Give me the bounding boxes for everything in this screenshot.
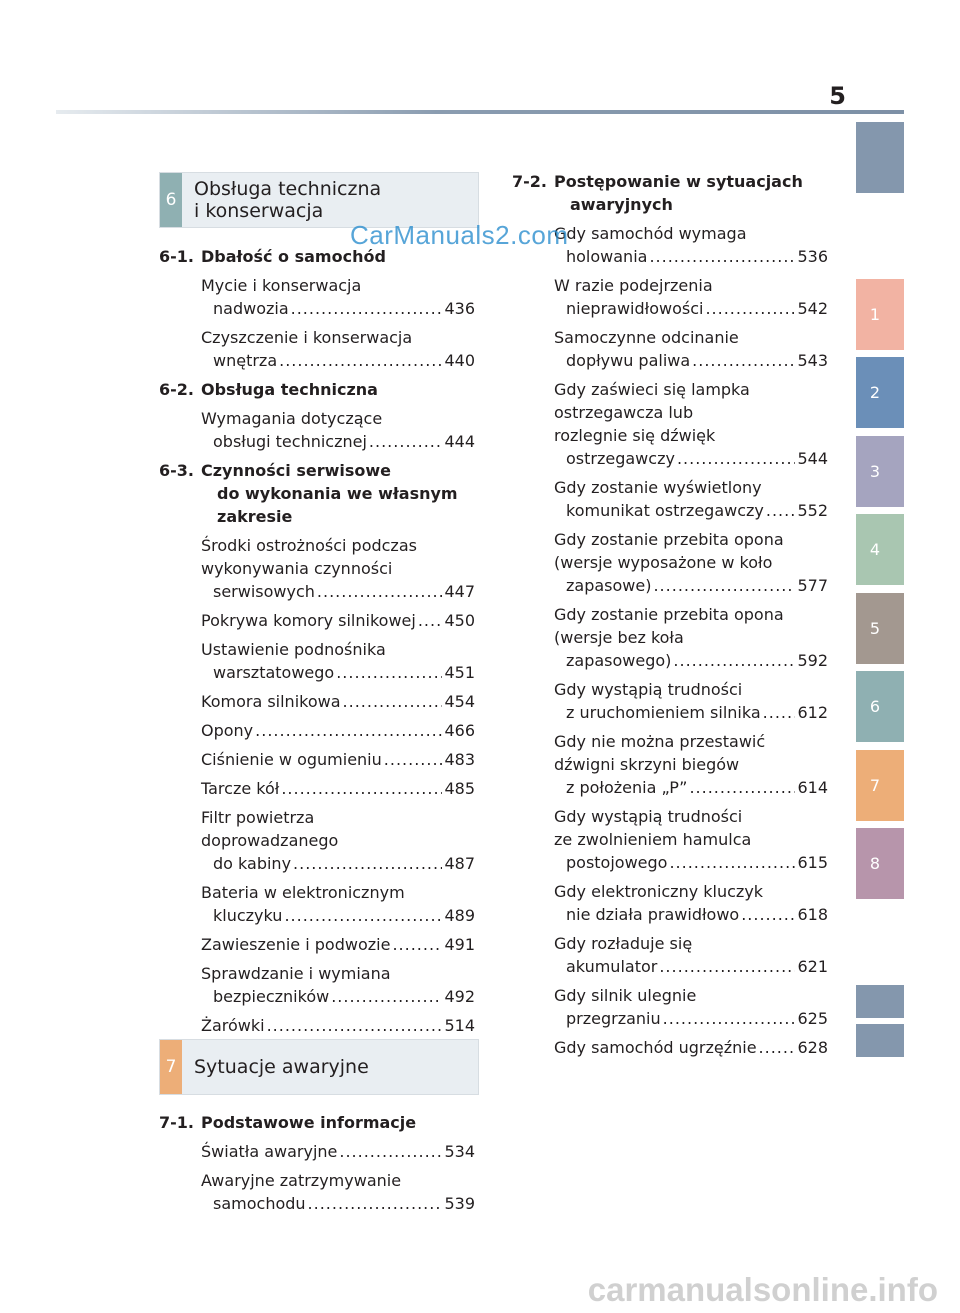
dot-leader	[649, 245, 795, 268]
chapter-tab-label: 4	[869, 540, 881, 559]
dot-leader	[384, 748, 443, 771]
chapter-tab-6[interactable]	[856, 671, 904, 742]
toc-entry[interactable]	[554, 730, 828, 799]
toc-entry-text: postojowego	[566, 853, 668, 872]
dot-leader	[291, 297, 443, 320]
toc-entry-text: dopływu paliwa	[566, 351, 691, 370]
dot-leader	[293, 852, 442, 875]
chapter-tab-blank[interactable]	[856, 122, 904, 193]
toc-entry[interactable]	[554, 274, 828, 320]
toc-entry[interactable]	[201, 638, 475, 684]
subsection-number: 7-2.	[512, 172, 547, 191]
dot-leader	[763, 701, 796, 724]
toc-entry-text: Komora silnikowa	[201, 692, 341, 711]
toc-entry-text: z uruchomieniem silnika	[566, 703, 761, 722]
toc-entry-text: kluczyku	[213, 906, 283, 925]
watermark-bottom: carmanualsonline.info	[587, 1271, 938, 1308]
toc-entry[interactable]	[201, 881, 475, 927]
toc-page-number: 592	[797, 651, 828, 670]
toc-entry-text: zapasowego)	[566, 651, 672, 670]
chapter-tab-3[interactable]	[856, 436, 904, 507]
toc-entry[interactable]	[554, 528, 828, 597]
toc-entry[interactable]	[554, 476, 828, 522]
toc-entry[interactable]	[201, 1014, 475, 1037]
toc-entry-text: holowania	[566, 247, 648, 266]
toc-entry-text: Czyszczenie i konserwacja	[201, 328, 413, 347]
toc-page-number: 612	[797, 703, 828, 722]
toc-page-number: 628	[797, 1038, 828, 1057]
chapter-tab-label: 8	[869, 854, 881, 873]
page-number: 5	[829, 82, 846, 110]
toc-page-number: 491	[444, 935, 475, 954]
toc-entry[interactable]	[554, 880, 828, 926]
toc-entry-text: zapasowe)	[566, 576, 652, 595]
toc-page-number: 485	[444, 779, 475, 798]
dot-leader	[331, 985, 442, 1008]
toc-entry[interactable]	[554, 222, 828, 268]
section-title: Sytuacje awaryjne	[194, 1056, 369, 1078]
toc-entry[interactable]	[201, 806, 475, 875]
dot-leader	[279, 349, 442, 372]
dot-leader	[281, 777, 442, 800]
chapter-tab-8[interactable]	[856, 828, 904, 899]
dot-leader	[705, 297, 795, 320]
toc-page-number: 447	[444, 582, 475, 601]
chapter-tab-blank[interactable]	[856, 985, 904, 1018]
toc-entry-text: ostrzegawcza lub	[554, 403, 694, 422]
toc-entry[interactable]	[554, 805, 828, 874]
toc-entry-text: bezpieczników	[213, 987, 330, 1006]
toc-entry[interactable]	[554, 678, 828, 724]
toc-entry-text: Bateria w elektronicznym	[201, 883, 405, 902]
subsection-number: 6-2.	[159, 380, 194, 399]
toc-entry-text: Środki ostrożności podczas	[201, 536, 417, 555]
toc-entry[interactable]	[201, 534, 475, 603]
toc-column-left-bottom	[159, 1111, 475, 1221]
toc-entry-text: Samoczynne odcinanie	[554, 328, 739, 347]
section-number: 6	[160, 173, 182, 227]
dot-leader	[392, 933, 442, 956]
toc-entry-text: ze zwolnieniem hamulca	[554, 830, 752, 849]
toc-subsection[interactable]	[159, 1111, 475, 1134]
dot-leader	[267, 1014, 443, 1037]
toc-entry-text: Gdy zostanie przebita opona	[554, 530, 784, 549]
toc-entry[interactable]	[554, 1036, 828, 1059]
dot-leader	[317, 580, 443, 603]
toc-entry-text: Gdy silnik ulegnie	[554, 986, 697, 1005]
toc-page-number: 544	[797, 449, 828, 468]
toc-entry-text: obsługi technicznej	[213, 432, 367, 451]
dot-leader	[659, 955, 795, 978]
toc-page-number: 577	[797, 576, 828, 595]
toc-page-number: 483	[444, 750, 475, 769]
toc-entry-text: Filtr powietrza	[201, 808, 315, 827]
chapter-tab-label: 5	[869, 619, 881, 638]
toc-entry-text: Tarcze kół	[201, 779, 280, 798]
toc-page-number: 440	[444, 351, 475, 370]
dot-leader	[255, 719, 442, 742]
toc-entry-text: Mycie i konserwacja	[201, 276, 362, 295]
toc-entry[interactable]	[201, 748, 475, 771]
toc-entry-text: Gdy zaświeci się lampka	[554, 380, 750, 399]
toc-entry-text: Gdy elektroniczny kluczyk	[554, 882, 764, 901]
chapter-tab-label: 6	[869, 697, 881, 716]
dot-leader	[339, 1140, 442, 1163]
toc-column-left	[159, 245, 475, 1043]
dot-leader	[418, 609, 443, 632]
toc-page-number: 543	[797, 351, 828, 370]
toc-entry-text: Gdy samochód wymaga	[554, 224, 747, 243]
toc-entry-text: Gdy zostanie wyświetlony	[554, 478, 762, 497]
toc-page-number: 542	[797, 299, 828, 318]
toc-entry-text: Pokrywa komory silnikowej	[201, 611, 416, 630]
toc-page-number: 618	[797, 905, 828, 924]
toc-entry[interactable]	[201, 609, 475, 632]
toc-entry-text: Sprawdzanie i wymiana	[201, 964, 391, 983]
toc-page-number: 466	[444, 721, 475, 740]
toc-page-number: 536	[797, 247, 828, 266]
dot-leader	[759, 1036, 796, 1059]
toc-subsection[interactable]	[512, 170, 828, 216]
toc-page-number: 614	[797, 778, 828, 797]
toc-entry-text: Gdy samochód ugrzęźnie	[554, 1038, 757, 1057]
dot-leader	[663, 1007, 796, 1030]
toc-page-number: 444	[444, 432, 475, 451]
toc-entry[interactable]	[201, 1169, 475, 1215]
chapter-tab-label: 7	[869, 776, 881, 795]
toc-entry[interactable]	[554, 984, 828, 1030]
chapter-tab-5[interactable]	[856, 593, 904, 664]
dot-leader	[653, 574, 795, 597]
toc-page-number: 489	[444, 906, 475, 925]
toc-page-number: 621	[797, 957, 828, 976]
toc-entry[interactable]	[201, 690, 475, 713]
toc-page-number: 552	[797, 501, 828, 520]
toc-entry-text: rozlegnie się dźwięk	[554, 426, 716, 445]
toc-entry-text: z położenia „P”	[566, 778, 688, 797]
toc-entry-text: Wymagania dotyczące	[201, 409, 383, 428]
toc-entry-text: Gdy wystąpią trudności	[554, 807, 743, 826]
toc-page-number: 454	[444, 692, 475, 711]
subsection-number: 6-3.	[159, 461, 194, 480]
dot-leader	[669, 851, 795, 874]
toc-entry-text: nadwozia	[213, 299, 289, 318]
subsection-title: Czynności serwisowe do wykonania we własnym zakresie	[201, 461, 458, 526]
toc-entry-text: Gdy rozładuje się	[554, 934, 693, 953]
toc-entry-text: Gdy zostanie przebita opona	[554, 605, 784, 624]
dot-leader	[692, 349, 795, 372]
toc-entry[interactable]	[554, 326, 828, 372]
toc-entry[interactable]	[201, 1140, 475, 1163]
toc-entry-text: Opony	[201, 721, 254, 740]
chapter-tab-label: 2	[869, 383, 881, 402]
toc-page-number: 615	[797, 853, 828, 872]
subsection-title: Postępowanie w sytuacjach awaryjnych	[554, 172, 803, 214]
toc-entry-text: Światła awaryjne	[201, 1142, 338, 1161]
subsection-number: 7-1.	[159, 1113, 194, 1132]
toc-entry[interactable]	[554, 603, 828, 672]
toc-page-number: 450	[444, 611, 475, 630]
header-rule	[56, 110, 904, 114]
chapter-tab-2[interactable]	[856, 357, 904, 428]
toc-page-number: 539	[444, 1194, 475, 1213]
watermark-top: CarManuals2.com	[350, 220, 569, 250]
toc-entry[interactable]	[201, 719, 475, 742]
toc-entry-text: W razie podejrzenia	[554, 276, 713, 295]
subsection-number: 6-1.	[159, 247, 194, 266]
chapter-tab-label: 3	[869, 462, 881, 481]
toc-entry[interactable]	[554, 932, 828, 978]
toc-entry-text: przegrzaniu	[566, 1009, 661, 1028]
toc-entry-text: do kabiny	[213, 854, 292, 873]
toc-entry-text: Gdy wystąpią trudności	[554, 680, 743, 699]
toc-entry-text: samochodu	[213, 1194, 306, 1213]
toc-page-number: 514	[444, 1016, 475, 1035]
toc-entry-text: komunikat ostrzegawczy	[566, 501, 764, 520]
toc-entry-text: wnętrza	[213, 351, 278, 370]
toc-entry[interactable]	[201, 274, 475, 320]
toc-page-number: 625	[797, 1009, 828, 1028]
toc-page-number: 534	[444, 1142, 475, 1161]
toc-entry[interactable]	[554, 378, 828, 470]
chapter-tab-1[interactable]	[856, 279, 904, 350]
subsection-title: Obsługa techniczna	[201, 380, 378, 399]
chapter-tab-blank[interactable]	[856, 1024, 904, 1057]
dot-leader	[689, 776, 795, 799]
dot-leader	[284, 904, 442, 927]
toc-page-number: 451	[444, 663, 475, 682]
toc-subsection[interactable]	[159, 459, 475, 528]
dot-leader	[343, 690, 443, 713]
toc-entry-text: Ustawienie podnośnika	[201, 640, 386, 659]
toc-entry-text: Żarówki	[201, 1016, 265, 1035]
toc-entry-text: akumulator	[566, 957, 658, 976]
toc-column-right	[512, 170, 828, 1065]
subsection-title: Dbałość o samochód	[201, 247, 386, 266]
toc-entry-text: (wersje bez koła	[554, 628, 684, 647]
toc-entry-text: nie działa prawidłowo	[566, 905, 740, 924]
toc-entry-text: serwisowych	[213, 582, 315, 601]
toc-subsection[interactable]	[159, 378, 475, 401]
toc-entry-text: (wersje wyposażone w koło	[554, 553, 773, 572]
toc-entry-text: Gdy nie można przestawić	[554, 732, 766, 751]
toc-entry-text: doprowadzanego	[201, 831, 339, 850]
section-title: Obsługa techniczna i konserwacja	[194, 178, 382, 222]
toc-entry-text: Zawieszenie i podwozie	[201, 935, 391, 954]
toc-entry-text: wykonywania czynności	[201, 559, 393, 578]
dot-leader	[741, 903, 795, 926]
chapter-tab-7[interactable]	[856, 750, 904, 821]
toc-entry-text: ostrzegawczy	[566, 449, 675, 468]
toc-entry[interactable]	[201, 777, 475, 800]
section-number: 7	[160, 1040, 182, 1094]
chapter-tab-4[interactable]	[856, 514, 904, 585]
section-header-7	[159, 1039, 479, 1095]
dot-leader	[336, 661, 442, 684]
toc-entry[interactable]	[201, 933, 475, 956]
toc-entry-text: nieprawidłowości	[566, 299, 704, 318]
dot-leader	[766, 499, 796, 522]
toc-page-number: 492	[444, 987, 475, 1006]
subsection-title: Podstawowe informacje	[201, 1113, 417, 1132]
toc-entry[interactable]	[201, 962, 475, 1008]
chapter-tab-label: 1	[869, 305, 881, 324]
toc-page-number: 436	[444, 299, 475, 318]
toc-entry-text: Awaryjne zatrzymywanie	[201, 1171, 402, 1190]
toc-entry-text: dźwigni skrzyni biegów	[554, 755, 740, 774]
dot-leader	[308, 1192, 443, 1215]
toc-entry-text: warsztatowego	[213, 663, 335, 682]
toc-entry[interactable]	[201, 407, 475, 453]
toc-entry-text: Ciśnienie w ogumieniu	[201, 750, 382, 769]
toc-entry[interactable]	[201, 326, 475, 372]
dot-leader	[369, 430, 443, 453]
toc-page-number: 487	[444, 854, 475, 873]
dot-leader	[677, 447, 796, 470]
dot-leader	[673, 649, 795, 672]
